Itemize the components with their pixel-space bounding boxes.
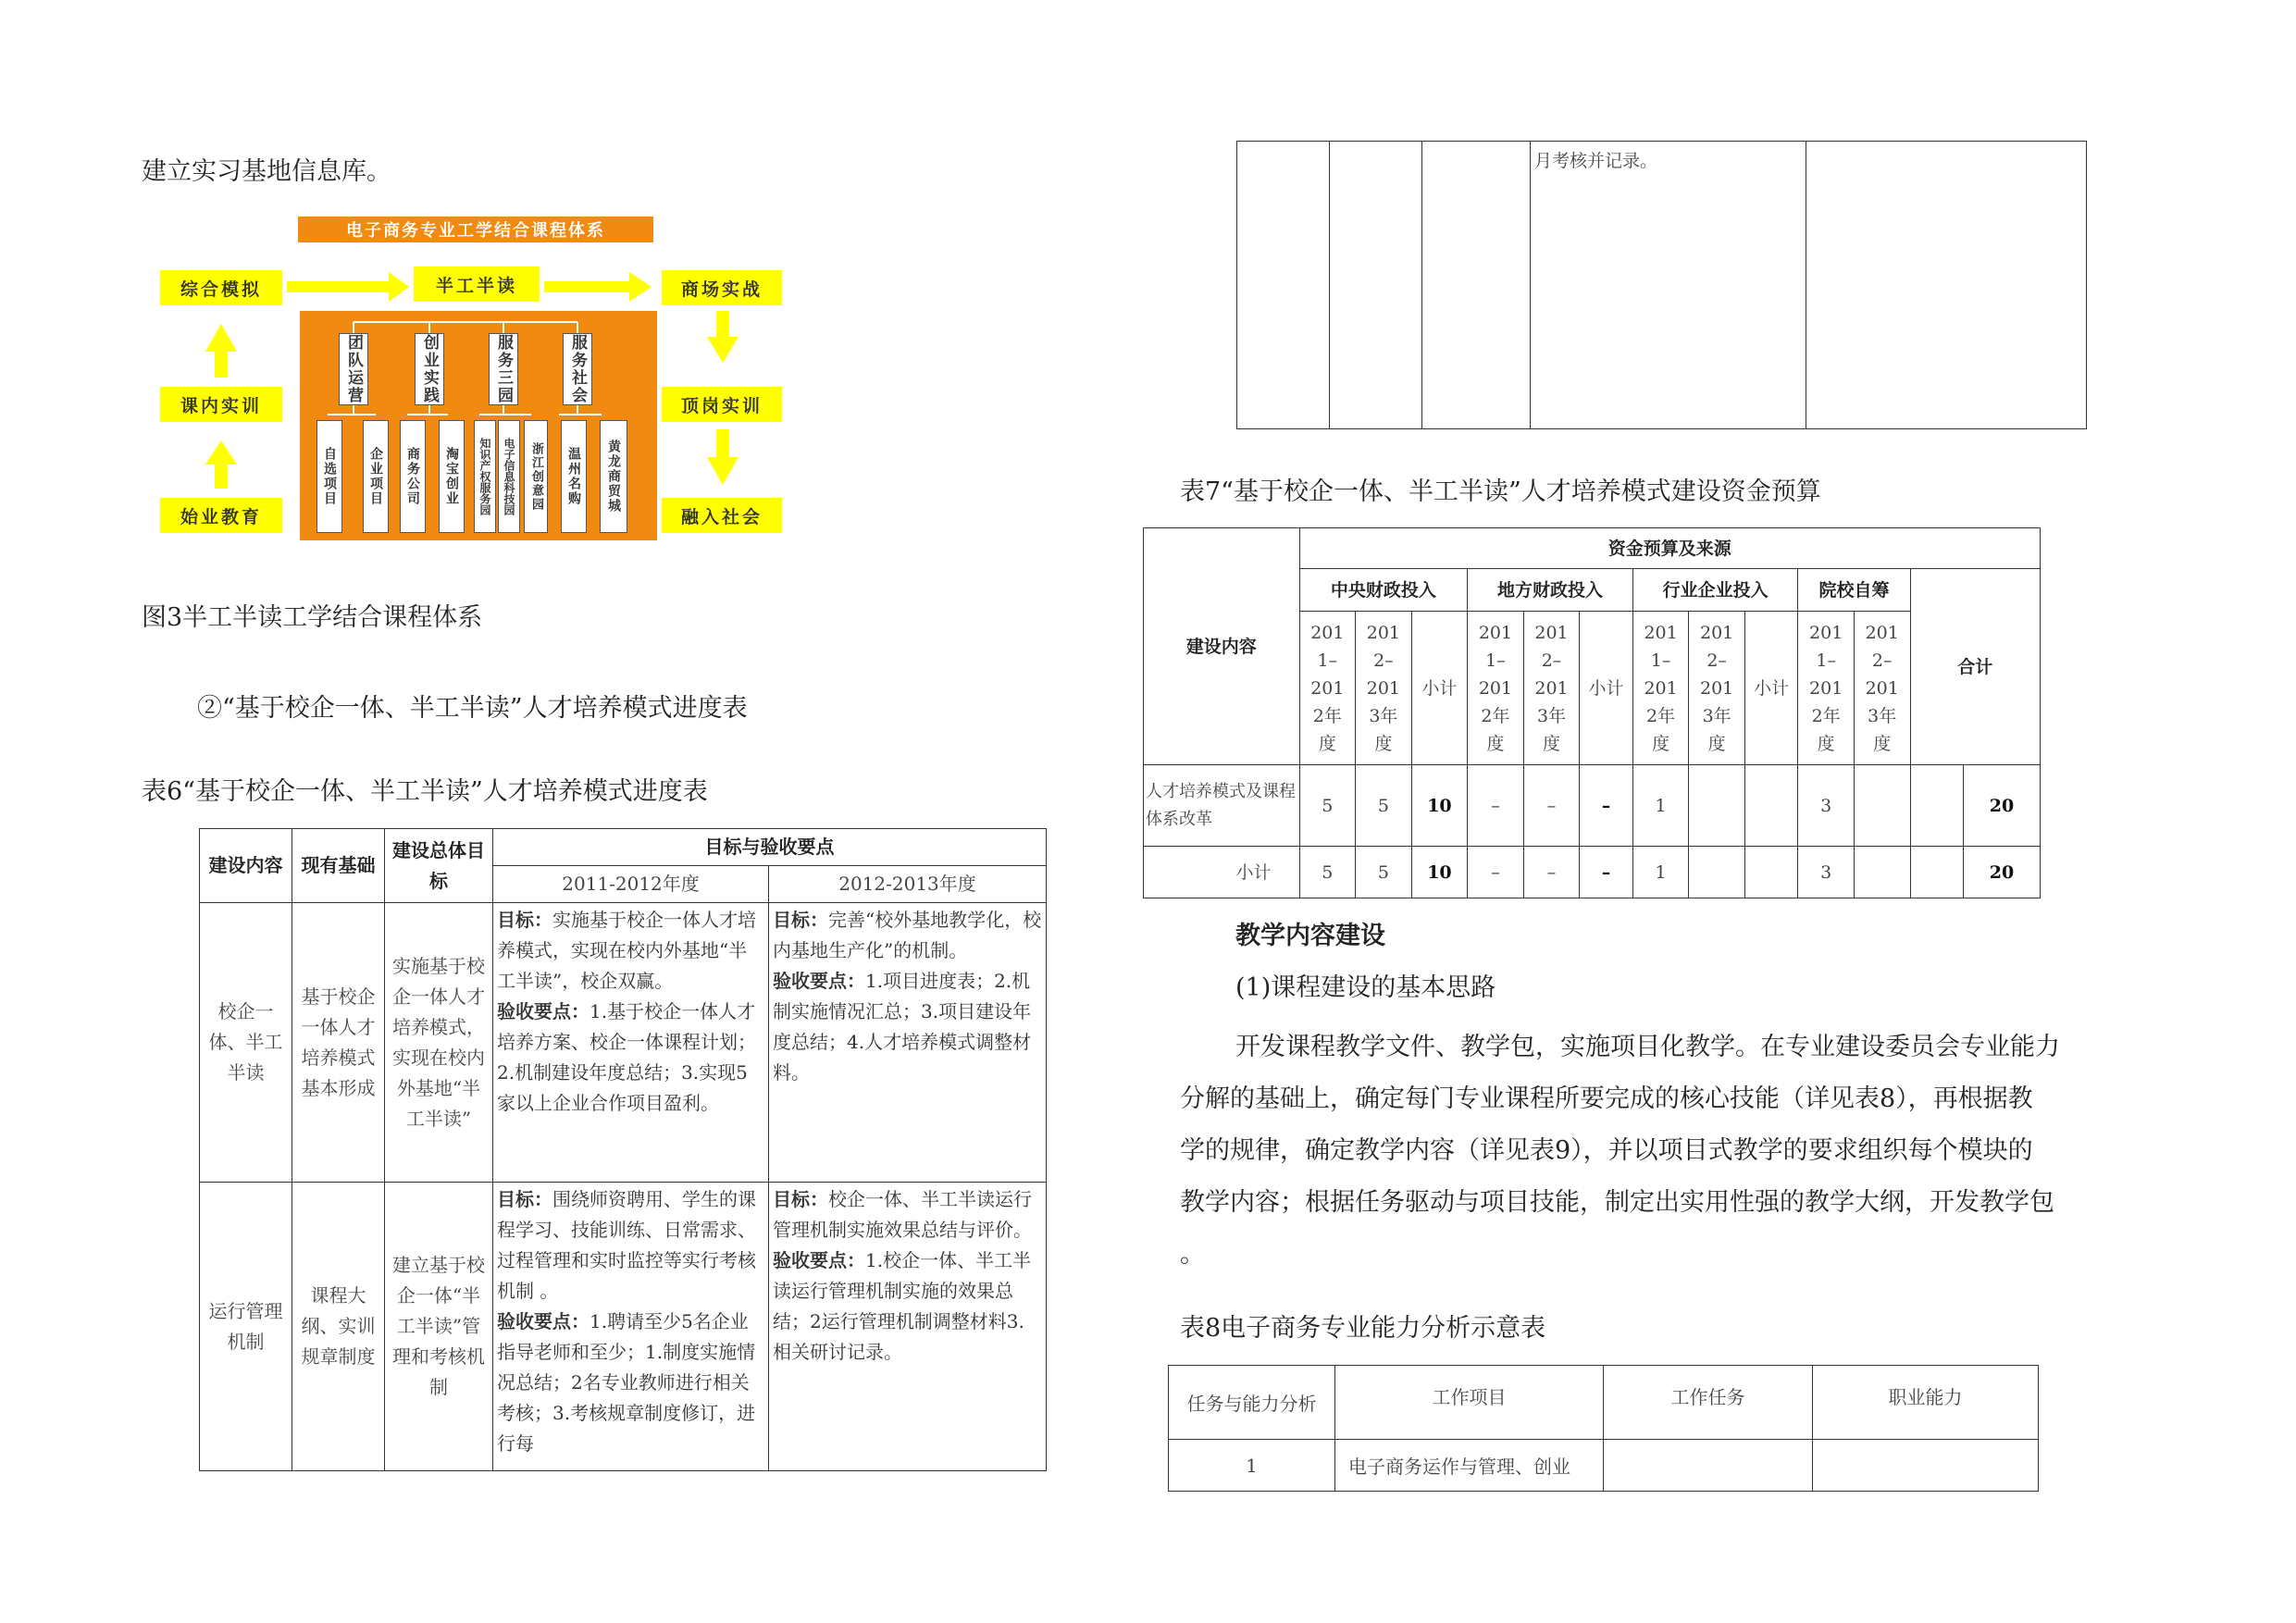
check-label: 验收要点： xyxy=(773,970,865,992)
header-budget: 资金预算及来源 xyxy=(1299,528,2040,569)
header-year1: 2011-2012年度 xyxy=(493,866,769,903)
header-year2: 201 2– 201 3年 度 xyxy=(1689,612,1745,765)
cell-basis: 课程大纲、实训规章制度 xyxy=(292,1183,385,1471)
paragraph-line: 学的规律，确定教学内容（详见表9），并以项目式教学的要求组织每个模块的 xyxy=(1180,1136,2033,1165)
header-content: 建设内容 xyxy=(1144,528,1300,765)
table7-caption: 表7“基于校企一体、半工半读”人才培养模式建设资金预算 xyxy=(1180,477,1821,506)
cell-value xyxy=(1744,847,1798,898)
table-row xyxy=(1169,1440,2039,1492)
cell-value: 10 xyxy=(1411,765,1468,847)
header-local: 地方财政投入 xyxy=(1468,569,1633,612)
cell-content: 运行管理机制 xyxy=(200,1183,292,1471)
table-row xyxy=(1144,765,2041,847)
table-row xyxy=(200,903,1047,1183)
cell-value xyxy=(1744,765,1798,847)
sub-item: 企业项目 xyxy=(363,420,389,533)
target-text: 实施基于校企一体人才培养模式，实现在校内外基地“半工半读”，校企双赢。 xyxy=(497,909,756,992)
paragraph-line: 开发课程教学文件、教学包，实施项目化教学。在专业建设委员会专业能力 xyxy=(1235,1033,2060,1061)
box-market-practice: 商场实战 xyxy=(662,270,782,305)
cell-year1 xyxy=(493,1183,769,1471)
table6 xyxy=(199,828,1047,1471)
arrow-down-icon xyxy=(707,311,738,363)
check-text: 1.校企一体、半工半读运行管理机制实施的效果总结；2运行管理机制调整材料3.相关研讨记录。 xyxy=(773,1249,1032,1363)
row-label: 人才培养模式及课程体系改革 xyxy=(1144,765,1300,847)
paragraph-line: 教学内容；根据任务驱动与项目技能，制定出实用性强的教学大纲，开发教学包 xyxy=(1180,1188,2054,1217)
cell-value: 5 xyxy=(1299,765,1356,847)
cell-year1 xyxy=(493,903,769,1183)
cell-value xyxy=(1854,765,1910,847)
cell-value: 5 xyxy=(1356,765,1412,847)
header-subtotal: 小计 xyxy=(1580,612,1633,765)
module-team-operation: 团队运营 xyxy=(339,333,368,405)
sub-item: 浙江创意园 xyxy=(524,420,548,533)
cell-value xyxy=(1854,847,1910,898)
target-label: 目标： xyxy=(773,909,828,931)
target-text: 完善“校外基地教学化，校内基地生产化”的机制。 xyxy=(773,909,1042,961)
cell-empty xyxy=(1806,142,2087,429)
header-goal: 建设总体目标 xyxy=(385,829,493,903)
header-year1: 201 1– 201 2年 度 xyxy=(1468,612,1524,765)
box-in-class-training: 课内实训 xyxy=(160,387,282,422)
box-integrate-society: 融入社会 xyxy=(662,498,782,533)
cell-value: 10 xyxy=(1411,847,1468,898)
cell-empty xyxy=(1330,142,1422,429)
cell-value xyxy=(1910,765,1964,847)
table6-caption: 表6“基于校企一体、半工半读”人才培养模式进度表 xyxy=(142,777,708,806)
cell-year2 xyxy=(769,903,1047,1183)
header-year2: 2012-2013年度 xyxy=(769,866,1047,903)
arrow-right-icon xyxy=(287,272,409,302)
target-label: 目标： xyxy=(773,1188,828,1210)
check-label: 验收要点： xyxy=(497,1000,590,1022)
cell-content: 校企一体、半工半读 xyxy=(200,903,292,1183)
cell-goal: 建立基于校企一体“半工半读”管理和考核机制 xyxy=(385,1183,493,1471)
cell-value: – xyxy=(1580,847,1633,898)
cell-value: 1 xyxy=(1632,847,1689,898)
sub-item: 温州名购 xyxy=(561,420,587,533)
table-row xyxy=(1144,847,2041,898)
cell-total: 20 xyxy=(1964,847,2041,898)
cell-value: 3 xyxy=(1798,847,1855,898)
header-year1: 201 1– 201 2年 度 xyxy=(1798,612,1855,765)
header-year1: 201 1– 201 2年 度 xyxy=(1632,612,1689,765)
sub-title: (1)课程建设的基本思路 xyxy=(1235,973,1496,1002)
cell-value: 1 xyxy=(1632,765,1689,847)
table-row xyxy=(200,1183,1047,1471)
header-subtotal: 小计 xyxy=(1744,612,1798,765)
header-task-ability: 任务与能力分析 xyxy=(1169,1366,1335,1440)
cell-basis: 基于校企一体人才培养模式基本形成 xyxy=(292,903,385,1183)
cell-value: – xyxy=(1523,847,1580,898)
row-label: 小计 xyxy=(1144,847,1300,898)
sub-item: 知识产权服务园 xyxy=(474,420,496,533)
cell-value: 5 xyxy=(1299,847,1356,898)
sub-item: 黄龙商贸城 xyxy=(600,420,627,533)
table7 xyxy=(1143,527,2041,898)
cell-goal: 实施基于校企一体人才培养模式，实现在校内外基地“半工半读” xyxy=(385,903,493,1183)
cell-value xyxy=(1689,847,1745,898)
cell-empty xyxy=(1237,142,1330,429)
section-title: 教学内容建设 xyxy=(1235,922,1385,950)
intro-line: 建立实习基地信息库。 xyxy=(142,157,391,186)
table8-caption: 表8电子商务专业能力分析示意表 xyxy=(1180,1314,1546,1343)
table8 xyxy=(1168,1365,2039,1492)
cell-continuation: 月考核并记录。 xyxy=(1531,142,1806,429)
cell-task xyxy=(1604,1440,1813,1492)
module-serve-society: 服务社会 xyxy=(563,333,592,405)
figure-caption: 图3半工半读工学结合课程体系 xyxy=(142,603,483,632)
box-internship: 顶岗实训 xyxy=(662,387,782,422)
arrow-up-icon xyxy=(205,440,237,489)
header-year2: 201 2– 201 3年 度 xyxy=(1356,612,1412,765)
cell-empty xyxy=(1422,142,1531,429)
check-text: 1.聘请至少5名企业指导老师和至少；1.制度实施情况总结；2名专业教师进行相关考核；3.考核规章制度修订，进行每 xyxy=(497,1310,756,1455)
check-label: 验收要点： xyxy=(773,1249,865,1271)
target-text: 校企一体、半工半读运行管理机制实施效果总结与评价。 xyxy=(773,1188,1032,1241)
header-professional-ability: 职业能力 xyxy=(1813,1366,2039,1440)
paragraph-line: 分解的基础上，确定每门专业课程所要完成的核心技能（详见表8），再根据教 xyxy=(1180,1084,2033,1113)
cell-value: 5 xyxy=(1356,847,1412,898)
box-orientation: 始业教育 xyxy=(160,498,282,533)
cell-project: 电子商务运作与管理、创业 xyxy=(1335,1440,1604,1492)
subheading: ②“基于校企一体、半工半读”人才培养模式进度表 xyxy=(197,694,748,723)
module-entrepreneurship: 创业实践 xyxy=(415,333,444,405)
header-industry: 行业企业投入 xyxy=(1632,569,1798,612)
cell-year2 xyxy=(769,1183,1047,1471)
module-serve-three-parks: 服务三园 xyxy=(489,333,518,405)
cell-value: – xyxy=(1468,765,1524,847)
box-comprehensive-simulation: 综合模拟 xyxy=(160,270,282,305)
sub-item: 电子信息科技园 xyxy=(498,420,520,533)
target-label: 目标： xyxy=(497,909,552,931)
diagram-title: 电子商务专业工学结合课程体系 xyxy=(298,217,653,242)
header-total: 合计 xyxy=(1910,569,2041,765)
header-school: 院校自筹 xyxy=(1798,569,1910,612)
cell-value: – xyxy=(1580,765,1633,847)
cell-value: – xyxy=(1468,847,1524,898)
sub-item: 商务公司 xyxy=(400,420,426,533)
arrow-down-icon xyxy=(707,429,738,485)
check-text: 1.项目进度表；2.机制实施情况汇总；3.项目建设年度总结；4.人才培养模式调整材料。 xyxy=(773,970,1032,1084)
cell-index: 1 xyxy=(1169,1440,1335,1492)
header-central: 中央财政投入 xyxy=(1299,569,1468,612)
header-subtotal: 小计 xyxy=(1411,612,1468,765)
cell-ability xyxy=(1813,1440,2039,1492)
header-targets: 目标与验收要点 xyxy=(493,829,1047,866)
header-basis: 现有基础 xyxy=(292,829,385,903)
header-content: 建设内容 xyxy=(200,829,292,903)
header-year1: 201 1– 201 2年 度 xyxy=(1299,612,1356,765)
body-paragraph xyxy=(1180,1022,2142,1281)
header-work-task: 工作任务 xyxy=(1604,1366,1813,1440)
target-text: 围绕师资聘用、学生的课程学习、技能训练、日常需求、过程管理和实时监控等实行考核机制 。 xyxy=(497,1188,756,1302)
header-year2: 201 2– 201 3年 度 xyxy=(1523,612,1580,765)
cell-value xyxy=(1689,765,1745,847)
course-system-diagram xyxy=(157,215,805,548)
target-label: 目标： xyxy=(497,1188,552,1210)
header-work-project: 工作项目 xyxy=(1335,1366,1604,1440)
sub-item: 自选项目 xyxy=(316,420,342,533)
check-label: 验收要点： xyxy=(497,1310,590,1332)
arrow-right-icon xyxy=(544,272,652,302)
box-work-study: 半工半读 xyxy=(414,266,540,302)
check-text: 1.基于校企一体人才培养方案、校企一体课程计划；2.机制建设年度总结；3.实现5家以上企业合作项目盈利。 xyxy=(497,1000,756,1114)
cell-value xyxy=(1910,847,1964,898)
sub-item: 淘宝创业 xyxy=(439,420,465,533)
cell-total: 20 xyxy=(1964,765,2041,847)
arrow-up-icon xyxy=(205,324,237,378)
header-year2: 201 2– 201 3年 度 xyxy=(1854,612,1910,765)
table6-continuation xyxy=(1236,141,2087,429)
paragraph-line: 。 xyxy=(1180,1240,1205,1269)
cell-value: – xyxy=(1523,765,1580,847)
cell-value: 3 xyxy=(1798,765,1855,847)
